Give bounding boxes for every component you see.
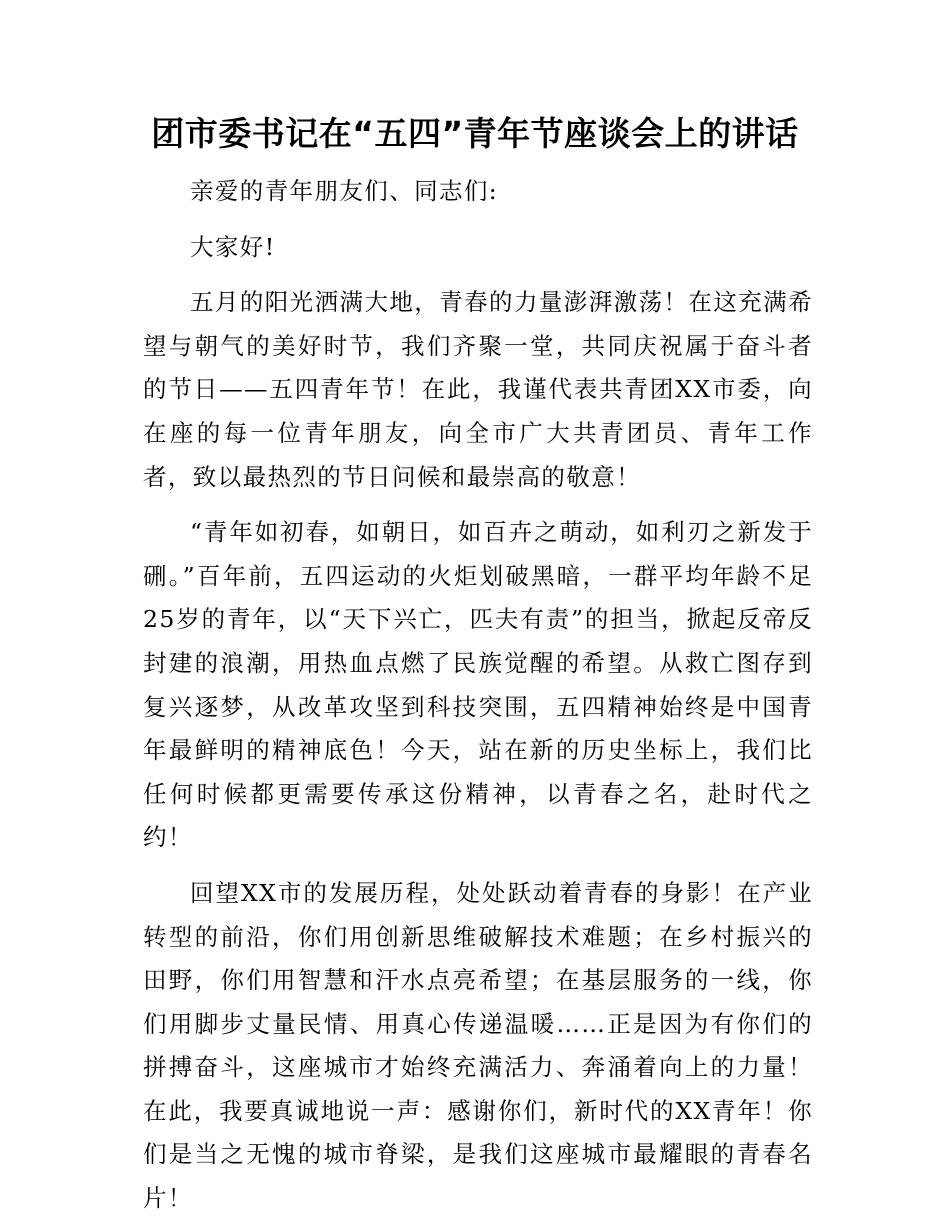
salutation: 大家好! (190, 232, 276, 261)
paragraph-3: 回望XX市的发展历程，处处跃动着青春的身影！在产业转型的前沿，你们用创新思维破解技术难题；在乡村振兴的田野，你们用智慧和汗水点亮希望；在基层服务的一线，你们用脚步丈量民情、用真心传递温暖……正是因为有你们的拼搏奋斗，这座城市才始终充满活力、奔涌着向上的力量！在此，我要真诚地说一声：感谢你们，新时代的XX青年！你们是当之无愧的城市脊梁，是我们这座城市最耀眼的青春名片！ (143, 878, 813, 1213)
document-body (143, 170, 813, 1221)
document-title: 团市委书记在“五四”青年节座谈会上的讲话 (151, 114, 799, 153)
greeting: 亲爱的青年朋友们、同志们: (190, 177, 499, 205)
paragraph-2: “青年如初春，如朝日，如百卉之萌动，如利刃之新发于硎。”百年前，五四运动的火炬划破黑暗，一群平均年龄不足25岁的青年，以“天下兴亡，匹夫有责”的担当，掀起反帝反封建的浪潮，用热血点燃了民族觉醒的希望。从救亡图存到复兴逐梦，从改革攻坚到科技突围，五四精神始终是中国青年最鲜明的精神底色！今天，站在新的历史坐标上，我们比任何时候都更需要传承这份精神，以青春之名，赴时代之约！ (143, 518, 813, 852)
paragraph-1: 五月的阳光洒满大地，青春的力量澎湃激荡！在这充满希望与朝气的美好时节，我们齐聚一堂，共同庆祝属于奋斗者的节日——五四青年节！在此，我谨代表共青团XX市委，向在座的每一位青年朋友，向全市广大共青团员、青年工作者，致以最热烈的节日问候和最崇高的敬意！ (143, 288, 813, 491)
